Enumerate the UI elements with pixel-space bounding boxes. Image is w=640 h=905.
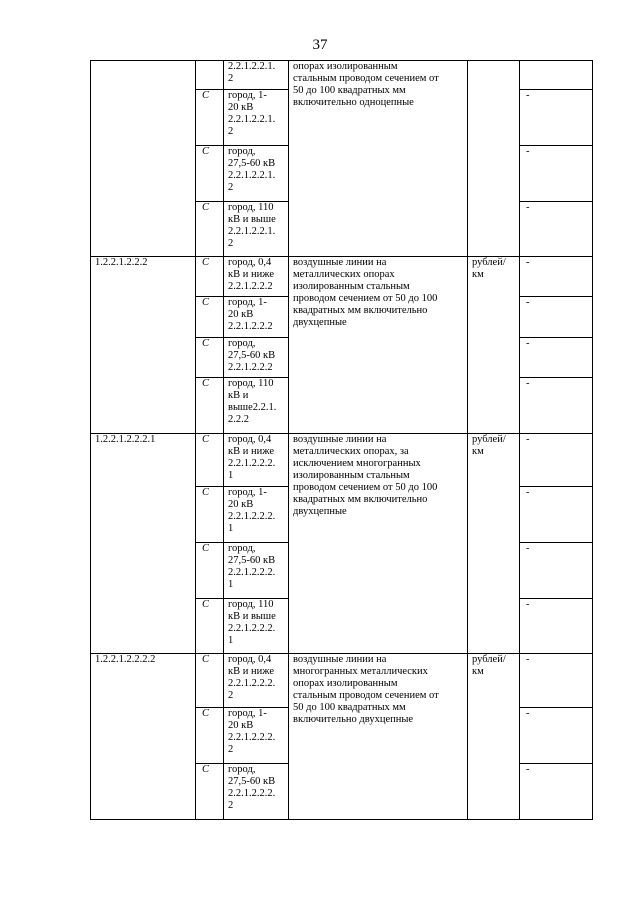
level-cell [196, 654, 224, 708]
description-cell-text: воздушные линии на металлических опорах, за исключением многогранных изолированным стальным проводом сечением от 50 до 100 квадратных мм включительно двухцепные [293, 434, 438, 517]
description-cell [289, 257, 468, 434]
value-cell [520, 708, 593, 764]
level-cell [196, 434, 224, 487]
level-cell-text: С [202, 90, 210, 101]
area-cell [224, 378, 289, 434]
unit-cell-text: рублей/ км [472, 434, 506, 457]
value-cell-text: - [526, 297, 530, 308]
unit-cell-text: рублей/ км [472, 257, 506, 280]
level-cell [196, 599, 224, 654]
area-cell [224, 61, 289, 90]
level-cell [196, 61, 224, 90]
value-cell [520, 654, 593, 708]
description-cell [289, 434, 468, 654]
level-cell [196, 90, 224, 146]
area-cell [224, 146, 289, 202]
code-cell [91, 654, 196, 820]
level-cell-text: С [202, 297, 210, 308]
area-cell-text: город, 110 кВ и выше 2.2.1.2.2.1. 2 [228, 202, 276, 249]
level-cell-text: С [202, 654, 210, 665]
table-row [91, 434, 593, 487]
code-cell [91, 257, 196, 434]
value-cell [520, 764, 593, 820]
unit-cell-text: рублей/ км [472, 654, 506, 677]
value-cell [520, 90, 593, 146]
value-cell [520, 202, 593, 257]
level-cell-text: С [202, 434, 210, 445]
area-cell-text: город, 27,5-60 кВ 2.2.1.2.2.2. 2 [228, 764, 276, 811]
value-cell [520, 146, 593, 202]
description-cell-text: опорах изолированным стальным проводом сечением от 50 до 100 квадратных мм включительно одноцепные [293, 61, 439, 108]
value-cell-text: - [526, 543, 530, 554]
value-cell [520, 599, 593, 654]
value-cell-text: - [526, 764, 530, 775]
level-cell-text: С [202, 378, 210, 389]
area-cell-text: город, 1- 20 кВ 2.2.1.2.2.2 [228, 297, 273, 332]
area-cell-text: город, 1- 20 кВ 2.2.1.2.2.2. 1 [228, 487, 276, 534]
value-cell-text: - [526, 708, 530, 719]
level-cell-text: С [202, 599, 210, 610]
value-cell-text: - [526, 202, 530, 213]
area-cell-text: город, 0,4 кВ и ниже 2.2.1.2.2.2. 2 [228, 654, 276, 701]
description-cell [289, 61, 468, 257]
level-cell-text: С [202, 338, 210, 349]
description-cell [289, 654, 468, 820]
table-row [91, 654, 593, 708]
area-cell [224, 90, 289, 146]
area-cell-text: город, 110 кВ и выше 2.2.1.2.2.2. 1 [228, 599, 276, 646]
value-cell [520, 338, 593, 378]
level-cell [196, 764, 224, 820]
level-cell [196, 543, 224, 599]
level-cell-text: С [202, 764, 210, 775]
area-cell [224, 543, 289, 599]
level-cell-text: С [202, 543, 210, 554]
unit-cell [468, 61, 520, 257]
area-cell [224, 654, 289, 708]
area-cell [224, 434, 289, 487]
table-row [91, 61, 593, 90]
value-cell [520, 297, 593, 338]
area-cell-text: город, 1- 20 кВ 2.2.1.2.2.1. 2 [228, 90, 276, 137]
level-cell [196, 487, 224, 543]
value-cell-text: - [526, 487, 530, 498]
area-cell-text: 2.2.1.2.2.1. 2 [228, 61, 276, 84]
code-cell-text: 1.2.2.1.2.2.2.2 [95, 654, 156, 665]
area-cell [224, 202, 289, 257]
area-cell [224, 764, 289, 820]
value-cell-text: - [526, 257, 530, 268]
area-cell-text: город, 1- 20 кВ 2.2.1.2.2.2. 2 [228, 708, 276, 755]
value-cell [520, 257, 593, 297]
area-cell [224, 297, 289, 338]
area-cell-text: город, 0,4 кВ и ниже 2.2.1.2.2.2. 1 [228, 434, 276, 481]
value-cell-text: - [526, 338, 530, 349]
code-cell-text: 1.2.2.1.2.2.2.1 [95, 434, 156, 445]
area-cell-text: город, 0,4 кВ и ниже 2.2.1.2.2.2 [228, 257, 274, 292]
level-cell-text: С [202, 708, 210, 719]
level-cell [196, 708, 224, 764]
unit-cell [468, 654, 520, 820]
area-cell-text: город, 27,5-60 кВ 2.2.1.2.2.2 [228, 338, 276, 373]
level-cell [196, 202, 224, 257]
level-cell-text: С [202, 487, 210, 498]
code-cell-text: 1.2.2.1.2.2.2 [95, 257, 148, 268]
code-cell [91, 434, 196, 654]
value-cell [520, 61, 593, 90]
level-cell [196, 378, 224, 434]
value-cell [520, 543, 593, 599]
area-cell-text: город, 27,5-60 кВ 2.2.1.2.2.1. 2 [228, 146, 276, 193]
description-cell-text: воздушные линии на многогранных металлических опорах изолированным стальным проводом сечением от 50 до 100 квадратных мм включительно двухцепные [293, 654, 439, 725]
level-cell [196, 257, 224, 297]
value-cell-text: - [526, 90, 530, 101]
level-cell-text: С [202, 257, 210, 268]
area-cell-text: город, 27,5-60 кВ 2.2.1.2.2.2. 1 [228, 543, 276, 590]
value-cell [520, 487, 593, 543]
code-cell [91, 61, 196, 257]
level-cell [196, 146, 224, 202]
description-cell-text: воздушные линии на металлических опорах изолированным стальным проводом сечением от 50 до 100 квадратных мм включительно двухцепные [293, 257, 438, 328]
table-row [91, 257, 593, 297]
value-cell-text: - [526, 434, 530, 445]
value-cell [520, 378, 593, 434]
value-cell-text: - [526, 599, 530, 610]
level-cell-text: С [202, 146, 210, 157]
value-cell-text: - [526, 654, 530, 665]
area-cell-text: город, 110 кВ и выше2.2.1. 2.2.2 [228, 378, 277, 425]
page-number: 37 [312, 37, 328, 53]
level-cell [196, 297, 224, 338]
unit-cell [468, 434, 520, 654]
level-cell-text: С [202, 202, 210, 213]
area-cell [224, 599, 289, 654]
area-cell [224, 338, 289, 378]
area-cell [224, 487, 289, 543]
area-cell [224, 708, 289, 764]
value-cell [520, 434, 593, 487]
unit-cell [468, 257, 520, 434]
level-cell [196, 338, 224, 378]
area-cell [224, 257, 289, 297]
value-cell-text: - [526, 146, 530, 157]
tariff-table [90, 60, 593, 820]
value-cell-text: - [526, 378, 530, 389]
